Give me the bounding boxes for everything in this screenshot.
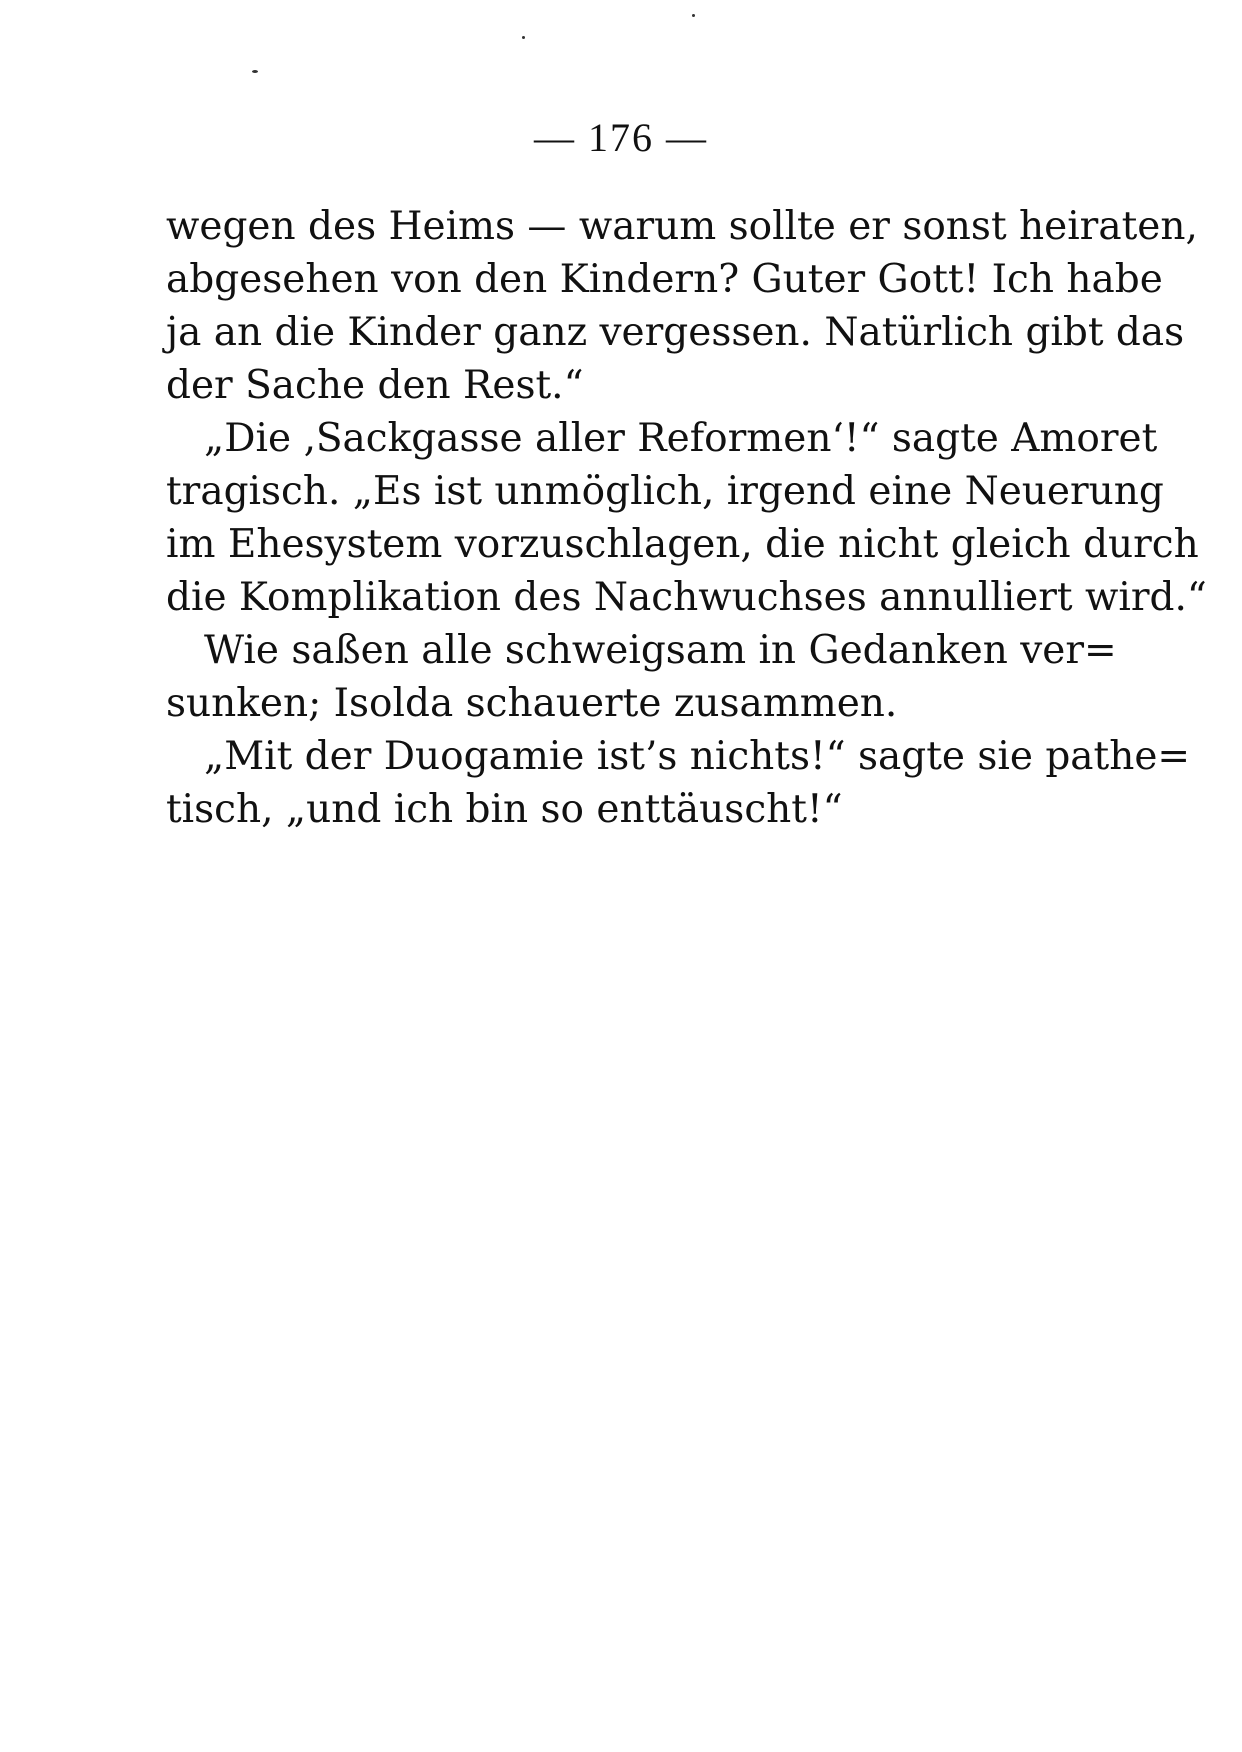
paragraph xyxy=(166,730,1191,836)
text-line: im Ehesystem vorzuschlagen, die nicht gleich durch xyxy=(166,522,1199,567)
print-speck xyxy=(252,70,258,73)
text-line: tisch, „und ich bin so enttäuscht!“ xyxy=(166,787,843,832)
text-line: die Komplikation des Nachwuchses annulliert wird.“ xyxy=(166,575,1207,620)
print-speck xyxy=(692,14,695,17)
print-speck xyxy=(522,36,525,39)
text-line: der Sache den Rest.“ xyxy=(166,363,584,408)
text-line: tragisch. „Es ist unmöglich, irgend eine Neuerung xyxy=(166,469,1164,514)
text-line: „Die ‚Sackgasse aller Reformen‘!“ sagte Amoret xyxy=(204,416,1158,461)
page-number: — 176 — xyxy=(534,115,708,160)
text-line: „Mit der Duogamie ist’s nichts!“ sagte sie pathe= xyxy=(204,734,1191,779)
paragraph xyxy=(166,624,1117,730)
text-line: Wie saßen alle schweigsam in Gedanken ver= xyxy=(204,628,1117,673)
text-line: wegen des Heims — warum sollte er sonst heiraten, xyxy=(166,204,1198,249)
text-line: abgesehen von den Kindern? Guter Gott! Ich habe xyxy=(166,257,1163,302)
body-text xyxy=(166,200,1207,836)
text-line: sunken; Isolda schauerte zusammen. xyxy=(166,681,898,726)
paragraph xyxy=(166,200,1198,412)
paragraph xyxy=(166,412,1207,624)
text-line: ja an die Kinder ganz vergessen. Natürlich gibt das xyxy=(166,310,1185,355)
